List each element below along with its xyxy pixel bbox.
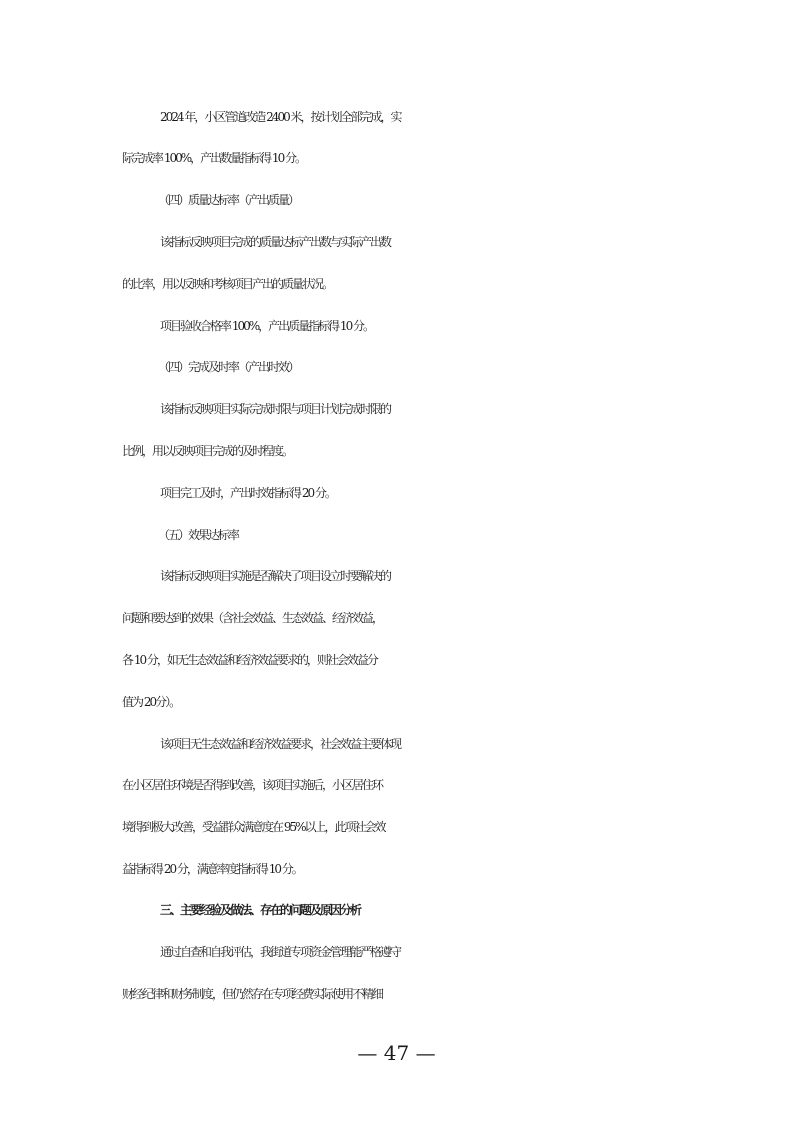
paragraph-line: 通过自查和自我评估，我街道专项资金管理能严格遵守	[160, 945, 401, 959]
page-number: — 47 —	[357, 1041, 436, 1065]
paragraph-line: 项目完工及时，产出时效指标得 20 分。	[160, 486, 335, 500]
paragraph-line: 该指标反映项目完成的质量达标产出数与实际产出数	[160, 235, 391, 249]
paragraph-line: 财经纪律和财务制度，但仍然存在专项经费实际使用不精细	[122, 987, 383, 1001]
paragraph-line: 该项目无生态效益和经济效益要求，社会效益主要体现	[160, 737, 401, 751]
paragraph-line: 在小区居住环境是否得到改善，该项目实施后，小区居住环	[122, 778, 383, 792]
paragraph-line: 2024 年，小区管道改造 2400 米，按计划全部完成，实	[160, 110, 401, 124]
paragraph-line: 问题和要达到的效果（含社会效益、生态效益、经济效益，	[122, 611, 383, 625]
paragraph-line: 比例，用以反映项目完成的及时程度。	[122, 444, 293, 458]
section-heading: （四）质量达标率（产出质量）	[158, 193, 299, 207]
chapter-heading: 三、主要经验及做法、存在的问题及原因分析	[160, 903, 361, 917]
paragraph-line: 该指标反映项目实际完成时限与项目计划完成时限的	[160, 402, 391, 416]
section-heading: （五）效果达标率	[158, 528, 239, 542]
paragraph-line: 益指标得 20 分，满意率度指标得 10 分。	[122, 862, 302, 876]
paragraph-line: 际完成率 100%，产出数量指标得 10 分。	[122, 151, 306, 165]
section-heading: （四）完成及时率（产出时效）	[158, 360, 299, 374]
paragraph-line: 该指标反映项目实施是否解决了项目设立时要解决的	[160, 569, 391, 583]
paragraph-line: 各 10 分，如无生态效益和经济效益要求的，则社会效益分	[122, 653, 377, 667]
paragraph-line: 值为 20分）。	[122, 695, 180, 709]
paragraph-line: 境得到极大改善，受益群众满意度在 95%以上，此项社会效	[122, 820, 385, 834]
paragraph-line: 的比率，用以反映和考核项目产出的质量状况。	[122, 277, 333, 291]
paragraph-line: 项目验收合格率 100%，产出质量指标得 10 分。	[160, 319, 374, 333]
